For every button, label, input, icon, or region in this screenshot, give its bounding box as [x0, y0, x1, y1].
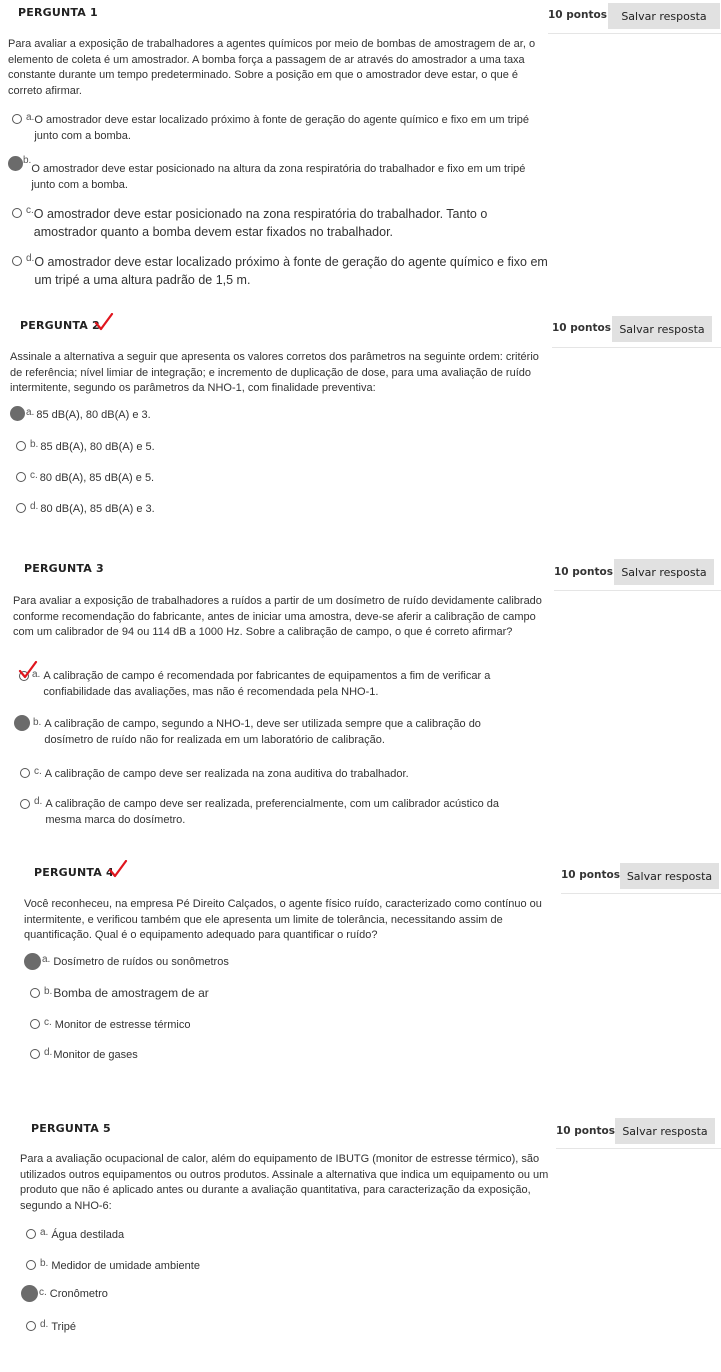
answer-option[interactable] [14, 716, 529, 748]
option-text: A calibração de campo deve ser realizada na zona auditiva do trabalhador. [44, 768, 409, 780]
divider [552, 347, 721, 348]
answer-option[interactable] [12, 112, 547, 144]
answer-option[interactable] [21, 1286, 541, 1302]
option-text: Monitor de estresse térmico [54, 1019, 191, 1031]
check-icon [18, 661, 41, 680]
option-text: O amostrador deve estar localizado próximo à fonte de geração do agente químico e fixo em um tripé a uma altura padrão de 1,5 m. [34, 255, 548, 287]
radio-icon[interactable] [12, 114, 22, 124]
option-letter: b. [44, 986, 53, 997]
option-letter: c. [34, 766, 42, 777]
radio-icon[interactable] [12, 256, 22, 266]
radio-icon[interactable] [20, 799, 30, 809]
answer-option[interactable] [16, 501, 551, 517]
radio-icon[interactable] [16, 503, 26, 513]
radio-icon[interactable] [30, 988, 40, 998]
question-points: 10 pontos [561, 869, 620, 881]
radio-icon[interactable] [20, 768, 30, 778]
radio-icon[interactable] [26, 1321, 36, 1331]
save-answer-button[interactable]: Salvar resposta [614, 559, 714, 585]
radio-icon[interactable] [21, 1285, 38, 1302]
divider [548, 33, 721, 34]
question-title: PERGUNTA 3 [24, 562, 104, 575]
option-text: Água destilada [51, 1229, 125, 1241]
option-text: 85 dB(A), 80 dB(A) e 3. [36, 409, 151, 421]
answer-option[interactable] [10, 407, 545, 423]
question-prompt: Para avaliar a exposição de trabalhadores a agentes químicos por meio de bombas de amostragem de ar, o elemento de coleta é um amostrador. A bomba força a passagem de ar através do amostrador a uma taxa constante durante um tempo predeterminado. Sobre a posição em que o amostrador deve estar, o que é correto afirmar. [8, 38, 536, 97]
answer-option[interactable] [16, 470, 551, 486]
option-text: 85 dB(A), 80 dB(A) e 5. [40, 441, 155, 453]
option-letter: b. [40, 1258, 49, 1269]
answer-option[interactable] [20, 796, 535, 828]
option-text: Cronômetro [49, 1288, 108, 1300]
option-letter: c. [30, 470, 38, 481]
radio-icon[interactable] [8, 156, 23, 171]
option-letter: d. [40, 1319, 49, 1330]
question-prompt: Assinale a alternativa a seguir que apresenta os valores corretos dos parâmetros na seguinte ordem: critério de referência; nível limiar de integração; e incremento de duplicação de dose, para uma avaliação de ruído intermitente, segundo os parâmetros da NHO-1, com finalidade preventiva: [10, 351, 539, 395]
divider [554, 590, 721, 591]
question-points: 10 pontos [552, 322, 611, 334]
option-text: Dosímetro de ruídos ou sonômetros [53, 956, 229, 968]
question-title: PERGUNTA 5 [31, 1122, 111, 1135]
save-answer-button[interactable]: Salvar resposta [615, 1118, 715, 1144]
answer-option[interactable] [26, 1227, 546, 1243]
option-letter: a. [32, 669, 41, 680]
option-text: A calibração de campo deve ser realizada, preferencialmente, com um calibrador acústico da mesma marca do dosímetro. [45, 798, 500, 826]
divider [561, 893, 721, 894]
option-text: 80 dB(A), 85 dB(A) e 3. [40, 503, 155, 515]
radio-icon[interactable] [26, 1229, 36, 1239]
answer-option[interactable] [30, 1047, 550, 1063]
option-letter: b. [33, 717, 42, 728]
question-title: PERGUNTA 2 [20, 319, 100, 332]
option-letter: a. [26, 407, 35, 418]
check-icon [94, 313, 114, 331]
answer-option[interactable] [20, 766, 535, 782]
question-points: 10 pontos [554, 566, 613, 578]
option-letter: d. [30, 501, 39, 512]
radio-icon[interactable] [30, 1049, 40, 1059]
answer-option[interactable] [19, 668, 529, 700]
option-letter: a. [26, 112, 35, 123]
radio-icon[interactable] [26, 1260, 36, 1270]
option-letter: d. [26, 253, 35, 264]
answer-option[interactable] [8, 157, 543, 193]
option-letter: a. [40, 1227, 49, 1238]
option-letter: c. [44, 1017, 52, 1028]
option-text: Bomba de amostragem de ar [53, 986, 209, 1000]
answer-option[interactable] [26, 1319, 546, 1335]
question-prompt: Você reconheceu, na empresa Pé Direito Calçados, o agente físico ruído, caracterizado como contínuo ou intermitente, e verificou também que ele apresenta um limite de tolerância, necessitando assim de quantificação. Qual é o equipamento adequado para quantificar o ruído? [24, 898, 542, 942]
option-letter: c. [39, 1287, 47, 1298]
option-text: O amostrador deve estar posicionado na zona respiratória do trabalhador. Tanto o amostrador quanto a bomba devem estar fixados no trabalhador. [33, 207, 488, 239]
question-title: PERGUNTA 1 [18, 6, 98, 19]
question-prompt: Para avaliar a exposição de trabalhadores a ruídos a partir de um dosímetro de ruído devidamente calibrado conforme recomendação do fabricante, antes de iniciar uma amostra, deve-se aferir a calibração de campo com um calibrador de 94 ou 114 dB a 1000 Hz. Sobre a calibração de campo, o que é correto afirmar? [13, 595, 542, 639]
option-text: A calibração de campo, segundo a NHO-1, deve ser utilizada sempre que a calibração do dosímetro de ruído não for realizada em um laboratório de calibração. [44, 718, 481, 746]
save-answer-button[interactable]: Salvar resposta [620, 863, 719, 889]
option-letter: c. [26, 205, 34, 216]
radio-icon[interactable] [30, 1019, 40, 1029]
option-text: O amostrador deve estar posicionado na altura da zona respiratória do trabalhador e fixo em um tripé junto com a bomba. [31, 163, 526, 191]
option-text: Medidor de umidade ambiente [51, 1260, 200, 1272]
answer-option[interactable] [12, 253, 557, 289]
answer-option[interactable] [30, 1017, 550, 1033]
option-text: 80 dB(A), 85 dB(A) e 5. [39, 472, 155, 484]
save-answer-button[interactable]: Salvar resposta [612, 316, 712, 342]
option-letter: b. [30, 439, 39, 450]
radio-icon[interactable] [14, 715, 30, 731]
radio-icon[interactable] [10, 406, 25, 421]
question-points: 10 pontos [548, 9, 607, 21]
option-letter: d. [34, 796, 43, 807]
answer-option[interactable] [30, 986, 550, 1002]
radio-icon[interactable] [16, 441, 26, 451]
answer-option[interactable] [12, 205, 532, 241]
option-letter: d. [44, 1047, 53, 1058]
option-text: O amostrador deve estar localizado próximo à fonte de geração do agente químico e fixo em um tripé junto com a bomba. [34, 114, 529, 142]
option-text: A calibração de campo é recomendada por fabricantes de equipamentos a fim de verificar a confiabilidade das avaliações, mas não é recomendada pela NHO-1. [43, 670, 491, 698]
radio-icon[interactable] [16, 472, 26, 482]
question-points: 10 pontos [556, 1125, 615, 1137]
check-icon [108, 860, 128, 878]
save-answer-button[interactable]: Salvar resposta [608, 3, 720, 29]
radio-icon[interactable] [12, 208, 22, 218]
option-text: Tripé [51, 1321, 76, 1333]
question-title: PERGUNTA 4 [34, 866, 114, 879]
answer-option[interactable] [16, 439, 551, 455]
option-text: Monitor de gases [53, 1049, 138, 1061]
radio-icon[interactable] [24, 953, 41, 970]
answer-option[interactable] [26, 1258, 546, 1274]
divider [556, 1148, 721, 1149]
option-letter: b. [23, 155, 32, 166]
question-prompt: Para a avaliação ocupacional de calor, além do equipamento de IBUTG (monitor de estresse térmico), são utilizados outros equipamentos ou outros produtos. Assinale a alternativa que indica um equipamento ou um produto que não é aplicado antes ou durante a avaliação quantitativa, para caracterização da exposição, segundo a NHO-6: [20, 1153, 549, 1212]
option-letter: a. [42, 954, 51, 965]
answer-option[interactable] [24, 954, 544, 970]
